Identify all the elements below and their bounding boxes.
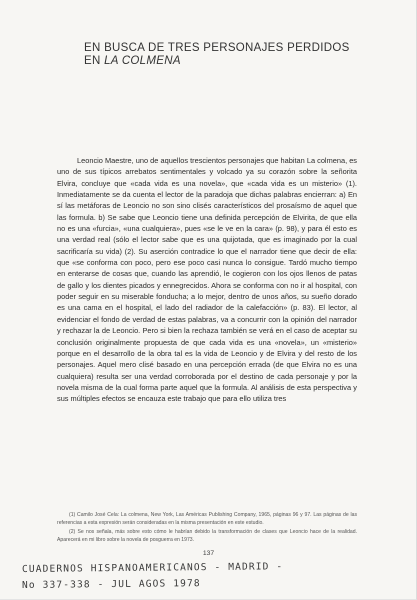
handwritten-annotation-line-1: CUADERNOS HISPANOAMERICANOS - MADRID - xyxy=(21,561,284,575)
page-number: 137 xyxy=(202,550,215,557)
footnote-1: (1) Camilo José Cela: La colmena, New York, Las Américas Publishing Company, 1965, páginas 96 y 97. Las páginas de las referencias a esta expresión serán consideradas en la misma presentación en este estudio. xyxy=(57,512,357,526)
handwritten-annotation-line-2: No 337-338 - JUL AGOS 1978 xyxy=(21,578,201,591)
title-book-name: LA COLMENA xyxy=(104,55,181,67)
article-title xyxy=(84,42,364,68)
footnotes xyxy=(57,512,357,546)
title-line-2-prefix: EN xyxy=(84,55,105,67)
title-line-1: EN BUSCA DE TRES PERSONAJES PERDIDOS xyxy=(84,42,350,54)
footnote-2: (2) Se nos señala, más sobre esto cómo le habrían debido la transformación de clases que Leoncio hace de la realidad. Aparecerá en mi libro sobre la novela de posguerra en 1973. xyxy=(57,529,357,543)
body-paragraph: Leoncio Maestre, uno de aquellos trescientos personajes que habitan La colmena, es uno de sus típicos arrebatos sentimentales y volcado ya su corazón sobre la señorita Elvira, concluye que «cada vida es una novela», que «cada vida es un misterio» (1). Inmediatamente se da cuenta el lector de la paradoja que dichas palabras encierran: a) En sí las metáforas de Leoncio no son sino clisés característicos del prosaísmo de aquel que las formula. b) Se sabe que Leoncio tiene una definida percepción de Elvirita, de que ella no es una «furcia», «una cualquiera», pues «se le ve en la cara» (p. 98), y para él esto es una verdad real (sólo el lector sabe que es una quijotada, que es imaginado por la cual sacrificaría su vida) (2). Su aserción contradice lo que el narrador tiene que decir de ella: que «se conforma con poco, pero ese poco casi nunca lo consigue. Tardó mucho tiempo en enterarse de cosas que, cuando las aprendió, le cogieron con los ojos llenos de patas de gallo y los dientes picados y ennegrecidos. Ahora se conforma con no ir al hospital, con poder seguir en su miserable fonducha; a lo mejor, dentro de unos años, su sueño dorado es una cama en el hospital, el lado del radiador de la calefacción» (p. 83). El lector, al evidenciar el fondo de verdad de estas palabras, va a concurrir con la opinión del narrador y rechazar la de Leoncio. Pero si bien la rechaza también se verá en el caso de aceptar su conclusión originalmente propuesta de que cada vida es una «novela», un «misterio» porque en el desarrollo de la obra tal es la vida de Leoncio y de Elvira y del resto de los personajes. Aquel mero clisé basado en una percepción errada (de que Elvira no es una cualquiera) resulta ser una verdad corroborada por el destino de cada personaje y por la novela misma de la cual forma parte aquel que la formula. Al análisis de esta perspectiva y sus múltiples efectos se encauza este trabajo que para ello utiliza tres xyxy=(57,156,357,404)
title-line-2 xyxy=(84,55,364,68)
